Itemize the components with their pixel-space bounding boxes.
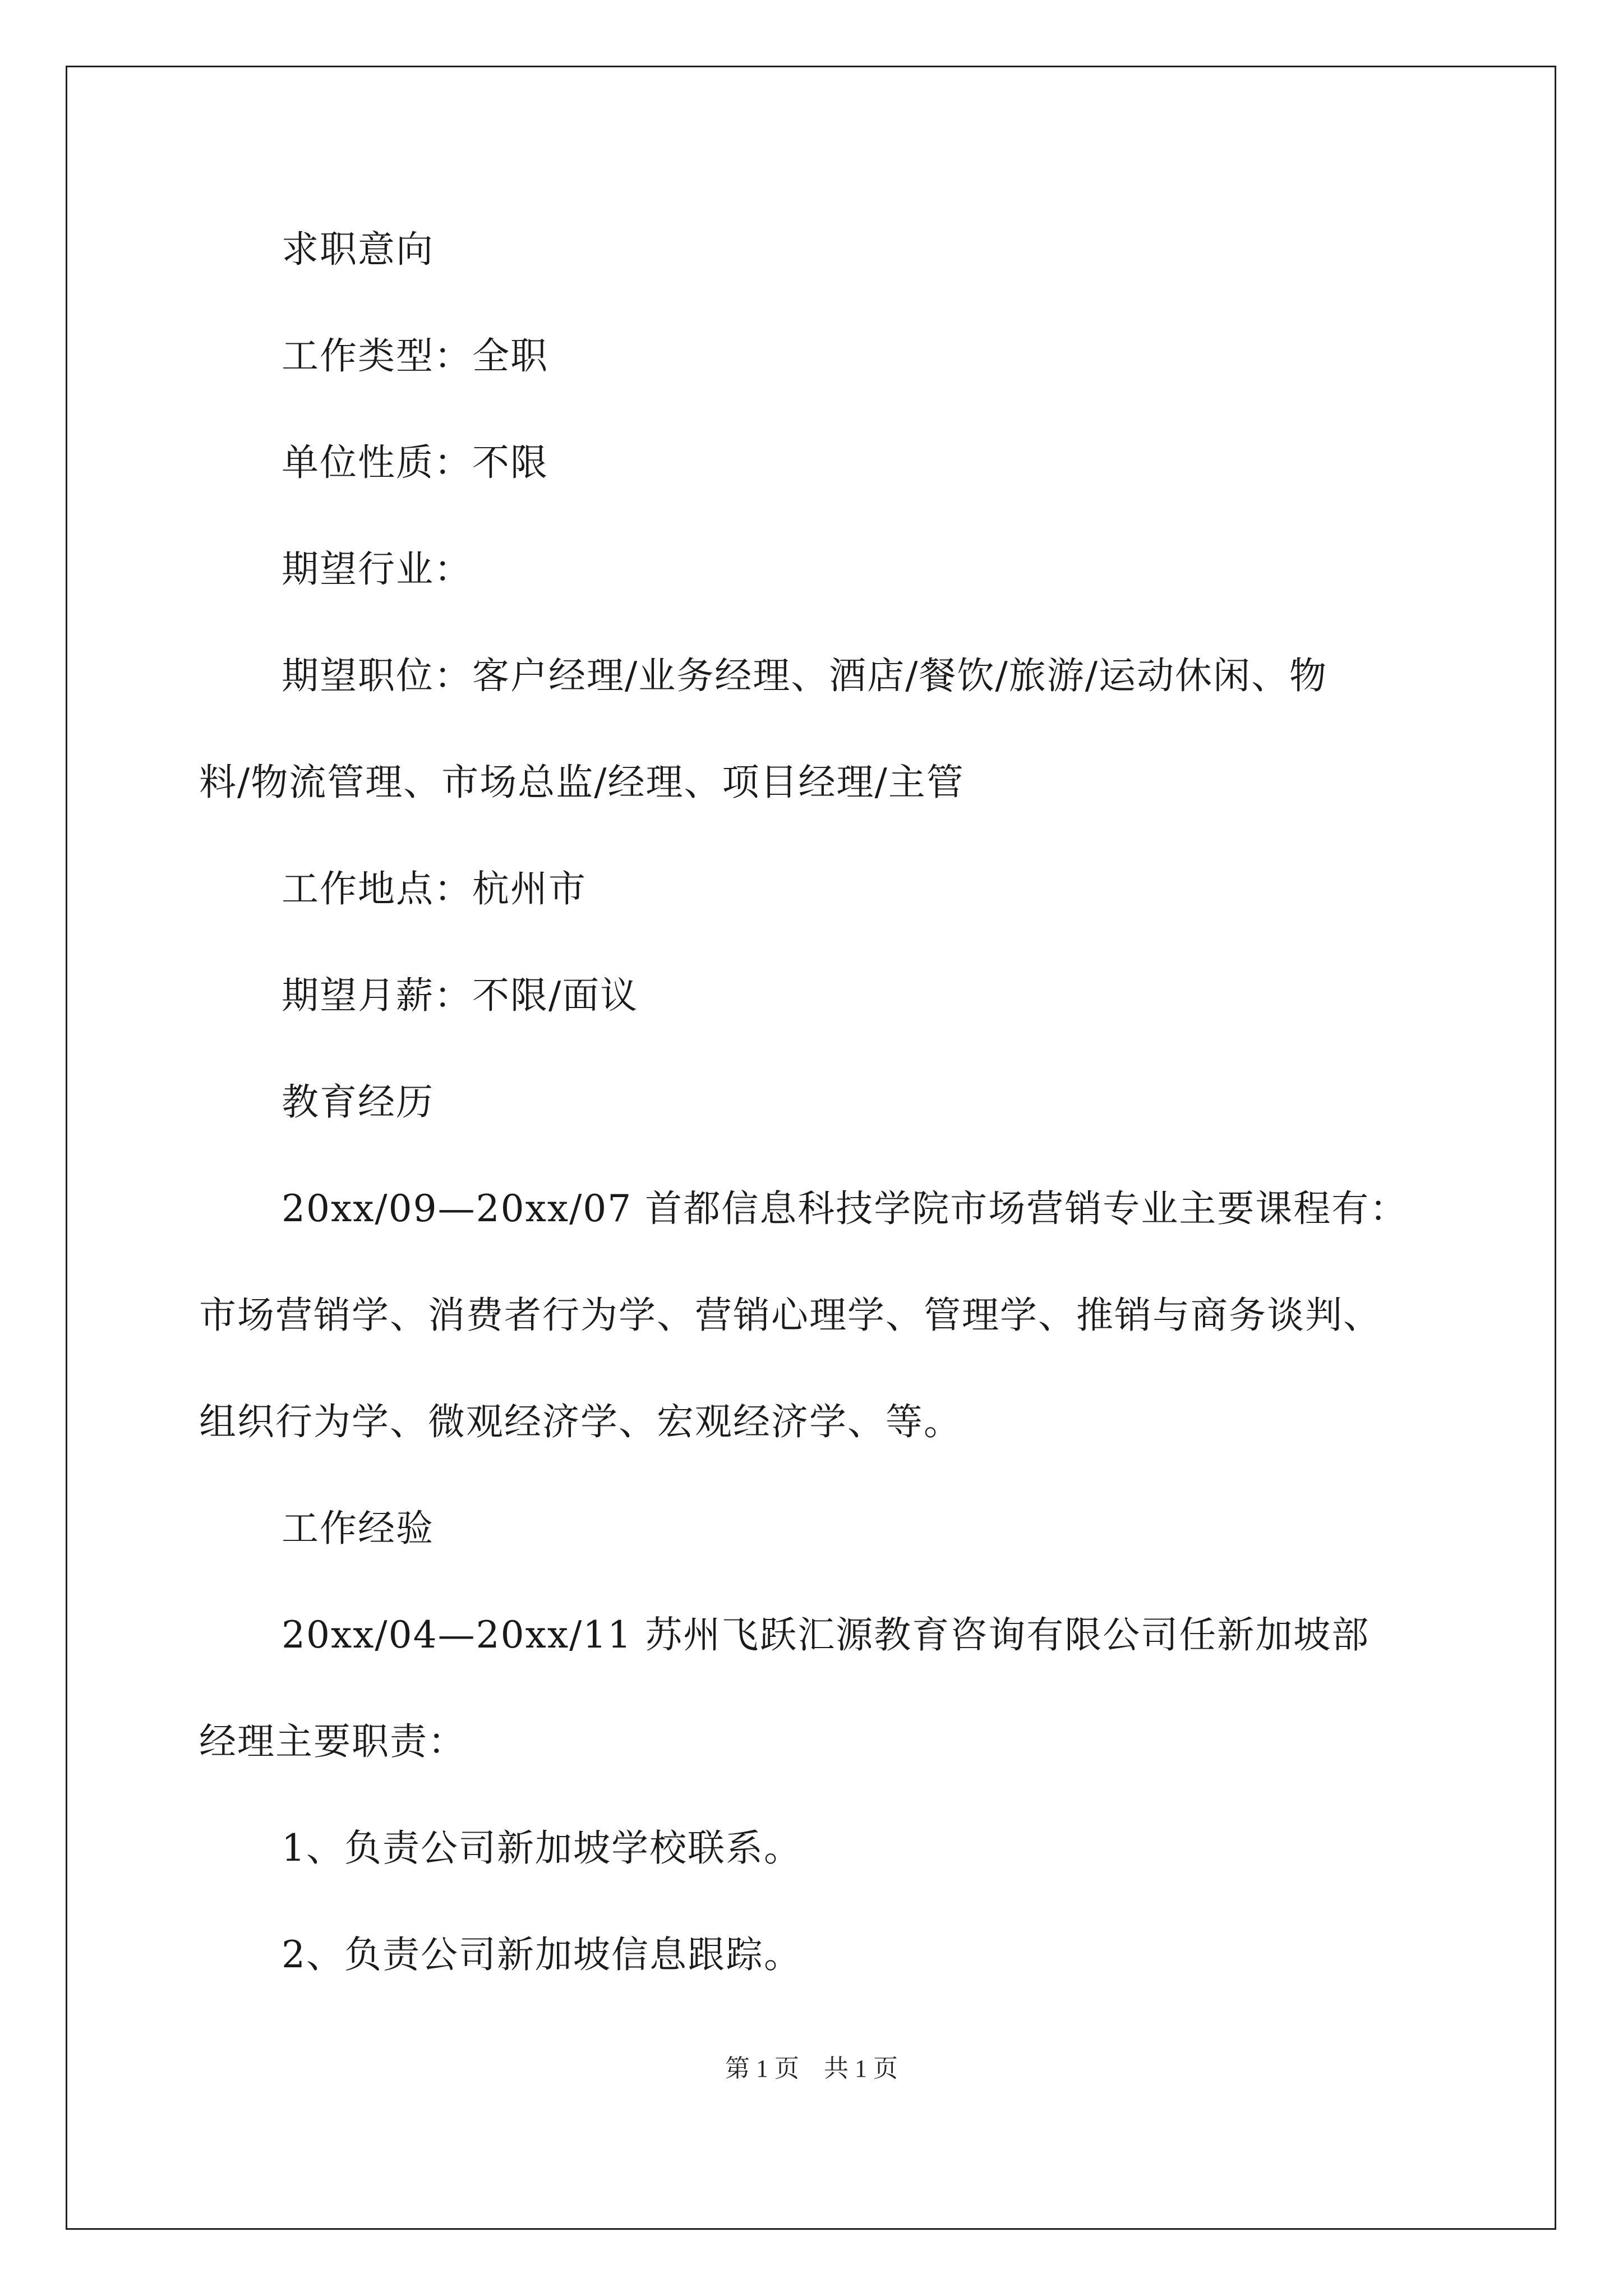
page-footer: 第 1 页 共 1 页 xyxy=(725,2055,898,2082)
duty-item-1: 1、负责公司新加坡学校联系。 xyxy=(282,1826,802,1870)
expected-position-line: 期望职位：客户经理/业务经理、酒店/餐饮/旅游/运动休闲、物 xyxy=(282,654,1327,697)
page-border xyxy=(66,66,1556,2230)
expected-salary-line: 期望月薪：不限/面议 xyxy=(282,974,639,1017)
education-entry-line: 20xx/09—20xx/07 首都信息科技学院市场营销专业主要课程有： xyxy=(282,1187,1408,1230)
duty-item-2: 2、负责公司新加坡信息跟踪。 xyxy=(282,1933,802,1976)
job-type-line: 工作类型：全职 xyxy=(282,334,548,378)
section-heading-work: 工作经验 xyxy=(282,1507,434,1550)
expected-position-line-cont: 料/物流管理、市场总监/经理、项目经理/主管 xyxy=(199,761,965,804)
section-heading-education: 教育经历 xyxy=(282,1080,434,1124)
section-heading-job-intention: 求职意向 xyxy=(282,228,434,271)
education-courses-line-1: 市场营销学、消费者行为学、营销心理学、管理学、推销与商务谈判、 xyxy=(199,1294,1381,1337)
work-entry-line-cont: 经理主要职责： xyxy=(199,1720,466,1763)
work-entry-line: 20xx/04—20xx/11 苏州飞跃汇源教育咨询有限公司任新加坡部 xyxy=(282,1613,1370,1657)
unit-nature-line: 单位性质：不限 xyxy=(282,441,548,484)
work-location-line: 工作地点：杭州市 xyxy=(282,867,587,910)
education-courses-line-2: 组织行为学、微观经济学、宏观经济学、等。 xyxy=(199,1400,962,1443)
expected-industry-line: 期望行业： xyxy=(282,547,472,591)
